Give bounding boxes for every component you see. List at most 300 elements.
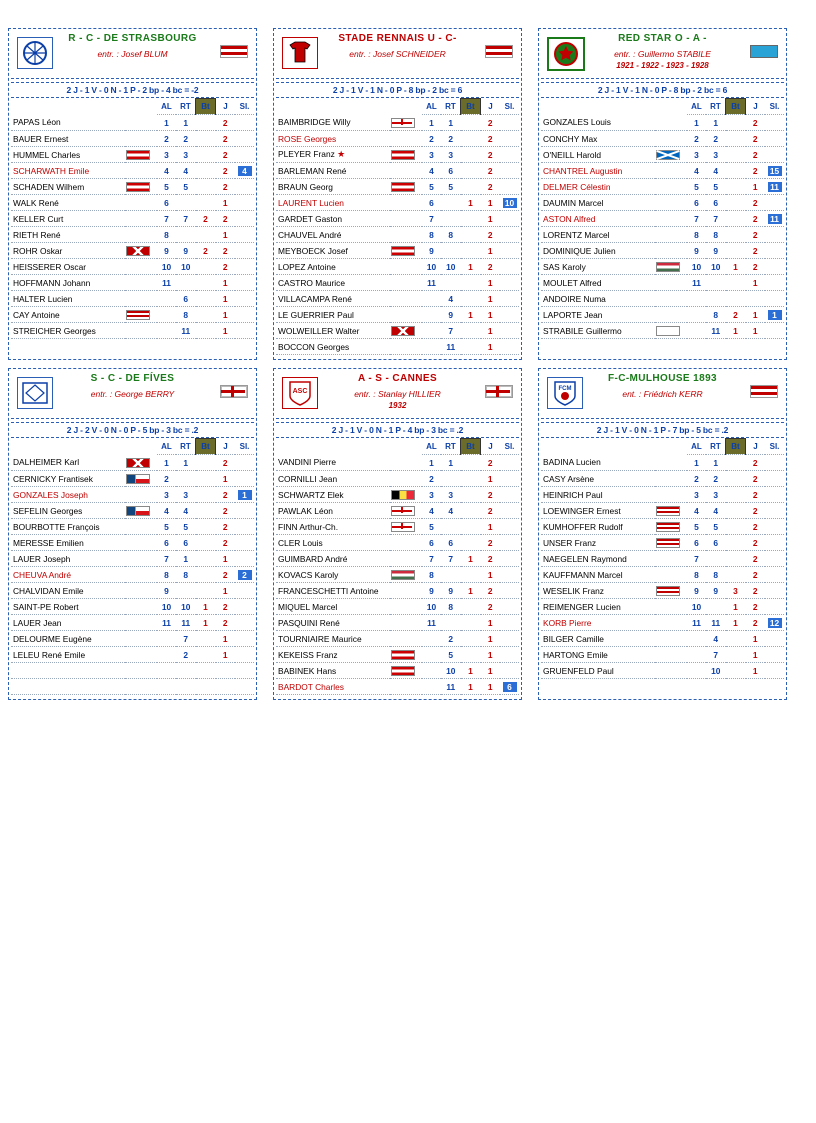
player-name: ANDOIRE Numa <box>541 291 655 307</box>
table-row <box>541 227 784 243</box>
cell-sl <box>500 307 519 323</box>
cell-bt <box>461 179 481 195</box>
player-flag <box>655 599 687 615</box>
cell-rt: 6 <box>706 535 726 551</box>
season-record: 2 J - 2 V - 0 N - 0 P - 5 bp - 3 bc = .2 <box>11 422 254 438</box>
player-flag <box>655 259 687 275</box>
cell-rt <box>441 211 461 227</box>
table-row <box>541 471 784 487</box>
table-row <box>11 275 254 291</box>
player-name: GONZALES Joseph <box>11 487 125 503</box>
cell-sl <box>765 243 784 259</box>
cell-rt: 6 <box>441 535 461 551</box>
cell-bt <box>726 551 746 567</box>
col-rt: RT <box>441 439 461 455</box>
cell-sl <box>235 583 254 599</box>
cell-j: 1 <box>746 307 766 323</box>
cell-bt: 1 <box>461 663 481 679</box>
cell-j: 2 <box>216 503 236 519</box>
cell-j: 1 <box>481 339 501 355</box>
selection-count: 1 <box>768 310 782 320</box>
cell-j: 1 <box>216 227 236 243</box>
player-name: SCHADEN Wilhem <box>11 179 125 195</box>
player-name: PAWLAK Léon <box>276 503 390 519</box>
cell-rt: 11 <box>706 615 726 631</box>
player-name: MERESSE Emilien <box>11 535 125 551</box>
cell-al: 7 <box>422 551 441 567</box>
cell-j: 2 <box>481 535 501 551</box>
cell-rt <box>176 275 196 291</box>
cell-rt: 3 <box>176 487 196 503</box>
player-flag <box>390 291 422 307</box>
cell-al <box>422 339 441 355</box>
cell-j: 2 <box>746 211 766 227</box>
table-row <box>276 551 519 567</box>
club-crest-icon <box>547 37 585 71</box>
table-row <box>276 535 519 551</box>
player-flag <box>390 227 422 243</box>
cell-bt <box>461 339 481 355</box>
player-flag <box>390 323 422 339</box>
player-flag <box>125 631 157 647</box>
player-flag <box>125 663 157 679</box>
player-flag <box>125 211 157 227</box>
cell-sl <box>500 179 519 195</box>
cell-j: 2 <box>216 615 236 631</box>
player-name: PLEYER Franz ★ <box>276 147 390 163</box>
cell-rt: 9 <box>441 307 461 323</box>
player-flag <box>390 487 422 503</box>
cell-bt <box>461 131 481 147</box>
player-flag <box>390 147 422 163</box>
cell-bt: 1 <box>726 323 746 339</box>
coach-nationality-flag <box>750 385 778 398</box>
cell-bt <box>196 503 216 519</box>
cell-al: 7 <box>157 211 176 227</box>
season-record: 2 J - 1 V - 0 N - 1 P - 2 bp - 4 bc = -2 <box>11 82 254 98</box>
club-card <box>8 28 257 360</box>
cell-sl <box>500 583 519 599</box>
squad-table-header <box>11 99 254 115</box>
cell-bt <box>461 455 481 471</box>
player-flag <box>390 163 422 179</box>
cell-al: 11 <box>687 275 706 291</box>
cell-al: 11 <box>422 275 441 291</box>
cell-j: 2 <box>481 599 501 615</box>
cell-rt: 4 <box>176 163 196 179</box>
player-flag <box>655 131 687 147</box>
cell-sl <box>765 615 784 631</box>
col-al: AL <box>422 99 441 115</box>
cell-rt: 4 <box>706 503 726 519</box>
cell-rt: 11 <box>176 323 196 339</box>
cell-rt: 7 <box>176 631 196 647</box>
cell-bt <box>196 679 216 695</box>
cell-bt <box>196 259 216 275</box>
cell-al: 11 <box>157 275 176 291</box>
table-row <box>11 243 254 259</box>
cell-al <box>157 291 176 307</box>
cell-rt <box>176 583 196 599</box>
table-row <box>11 503 254 519</box>
cell-al <box>422 323 441 339</box>
cell-rt: 7 <box>706 647 726 663</box>
cell-sl <box>235 147 254 163</box>
player-name: LAURENT Lucien <box>276 195 390 211</box>
player-name: PAPAS Léon <box>11 115 125 131</box>
table-row <box>541 131 784 147</box>
cell-bt <box>196 487 216 503</box>
cell-j: 1 <box>481 615 501 631</box>
table-row <box>11 631 254 647</box>
player-name: LELEU René Emile <box>11 647 125 663</box>
player-name: BARLEMAN René <box>276 163 390 179</box>
cell-sl <box>235 679 254 695</box>
cell-al: 10 <box>687 599 706 615</box>
player-flag <box>655 647 687 663</box>
cell-j: 1 <box>216 323 236 339</box>
table-row <box>541 323 784 339</box>
cell-rt: 1 <box>176 115 196 131</box>
table-row <box>276 471 519 487</box>
col-al: AL <box>157 99 176 115</box>
cell-j: 1 <box>481 567 501 583</box>
cell-al: 11 <box>422 615 441 631</box>
cell-j: 1 <box>746 275 766 291</box>
col-sl: Sl. <box>235 439 254 455</box>
cell-j: 1 <box>216 275 236 291</box>
player-flag <box>125 455 157 471</box>
cell-sl <box>235 631 254 647</box>
player-flag <box>655 115 687 131</box>
cell-sl <box>765 115 784 131</box>
cell-rt: 8 <box>706 567 726 583</box>
cell-rt <box>441 615 461 631</box>
club-years: 1921 - 1922 - 1923 - 1928 <box>616 61 709 70</box>
table-row <box>11 535 254 551</box>
cell-sl <box>765 147 784 163</box>
squad-table <box>541 98 784 339</box>
cell-sl <box>765 567 784 583</box>
table-row <box>11 323 254 339</box>
cell-al: 4 <box>157 503 176 519</box>
col-bt: Bt <box>461 99 481 115</box>
cell-j: 1 <box>481 307 501 323</box>
table-row <box>11 599 254 615</box>
col-player <box>541 99 655 115</box>
cell-sl <box>235 227 254 243</box>
cell-rt <box>706 599 726 615</box>
cell-al: 4 <box>422 163 441 179</box>
player-name: ASTON Alfred <box>541 211 655 227</box>
col-player <box>276 99 390 115</box>
cell-rt: 10 <box>706 259 726 275</box>
cell-j <box>746 291 766 307</box>
player-name: ROHR Oskar <box>11 243 125 259</box>
cell-j: 1 <box>481 519 501 535</box>
player-name: LAPORTE Jean <box>541 307 655 323</box>
cell-rt <box>441 243 461 259</box>
cell-j: 1 <box>746 631 766 647</box>
cell-sl <box>235 179 254 195</box>
cell-sl <box>235 519 254 535</box>
cell-bt <box>196 323 216 339</box>
cell-j: 2 <box>481 455 501 471</box>
col-bt: Bt <box>461 439 481 455</box>
player-flag <box>655 147 687 163</box>
squad-table-header <box>276 439 519 455</box>
cell-rt: 5 <box>176 519 196 535</box>
cell-j: 1 <box>481 323 501 339</box>
player-flag <box>390 259 422 275</box>
player-name: WALK René <box>11 195 125 211</box>
player-flag <box>125 323 157 339</box>
cell-rt <box>176 471 196 487</box>
cell-al: 8 <box>422 567 441 583</box>
cell-sl <box>500 663 519 679</box>
cell-j: 1 <box>216 647 236 663</box>
player-flag <box>655 663 687 679</box>
col-flag <box>125 99 157 115</box>
cell-j: 1 <box>481 195 501 211</box>
table-row <box>276 599 519 615</box>
player-name: DOMINIQUE Julien <box>541 243 655 259</box>
cell-rt: 8 <box>176 307 196 323</box>
cell-al: 9 <box>422 583 441 599</box>
cell-al: 1 <box>687 115 706 131</box>
cell-sl <box>500 227 519 243</box>
cell-bt <box>461 519 481 535</box>
squad-table <box>541 438 784 679</box>
cell-rt: 11 <box>706 323 726 339</box>
cell-bt: 1 <box>196 599 216 615</box>
table-row <box>276 243 519 259</box>
table-row <box>11 679 254 695</box>
coach-nationality-flag <box>485 45 513 58</box>
player-flag <box>655 195 687 211</box>
player-flag <box>390 567 422 583</box>
cell-bt: 1 <box>461 259 481 275</box>
player-flag <box>125 551 157 567</box>
cell-rt: 10 <box>441 663 461 679</box>
cell-bt: 1 <box>461 195 481 211</box>
cell-al: 3 <box>422 487 441 503</box>
cell-al: 4 <box>422 503 441 519</box>
table-row <box>276 291 519 307</box>
cell-j: 2 <box>481 179 501 195</box>
table-row <box>276 519 519 535</box>
table-row <box>541 519 784 535</box>
player-name: HEINRICH Paul <box>541 487 655 503</box>
cell-bt <box>461 599 481 615</box>
cell-al: 5 <box>687 519 706 535</box>
cell-al: 3 <box>687 487 706 503</box>
col-flag <box>655 99 687 115</box>
table-row <box>11 291 254 307</box>
player-name: CAY Antoine <box>11 307 125 323</box>
player-flag <box>125 115 157 131</box>
cell-al: 6 <box>157 195 176 211</box>
col-player <box>276 439 390 455</box>
player-name: HARTONG Emile <box>541 647 655 663</box>
player-flag <box>655 567 687 583</box>
cell-al <box>157 631 176 647</box>
club-header <box>11 31 254 79</box>
cell-sl <box>500 471 519 487</box>
cell-rt: 5 <box>441 647 461 663</box>
cell-sl <box>500 291 519 307</box>
player-flag <box>655 583 687 599</box>
cell-sl <box>500 487 519 503</box>
squad-table <box>11 98 254 339</box>
cell-j: 2 <box>216 243 236 259</box>
club-header <box>541 371 784 419</box>
cell-j: 2 <box>746 227 766 243</box>
cell-al <box>422 679 441 695</box>
table-row <box>541 147 784 163</box>
player-flag <box>125 487 157 503</box>
cell-rt: 11 <box>441 339 461 355</box>
player-name: MEYBOECK Josef <box>276 243 390 259</box>
cell-bt <box>196 307 216 323</box>
star-icon: ★ <box>337 149 346 159</box>
table-row <box>276 339 519 355</box>
player-flag <box>655 243 687 259</box>
cell-sl <box>765 323 784 339</box>
cell-bt <box>461 227 481 243</box>
cell-al: 8 <box>422 227 441 243</box>
player-name: CHAUVEL André <box>276 227 390 243</box>
cell-rt: 9 <box>706 583 726 599</box>
col-al: AL <box>687 439 706 455</box>
player-flag <box>125 679 157 695</box>
cell-bt <box>196 471 216 487</box>
cell-rt: 1 <box>706 115 726 131</box>
cell-bt <box>726 227 746 243</box>
cell-al: 4 <box>687 503 706 519</box>
cell-bt <box>461 291 481 307</box>
cell-al: 6 <box>687 535 706 551</box>
player-name: LORENTZ Marcel <box>541 227 655 243</box>
player-name: KAUFFMANN Marcel <box>541 567 655 583</box>
cell-al: 1 <box>687 455 706 471</box>
selection-count: 6 <box>503 682 517 692</box>
cell-rt: 4 <box>176 503 196 519</box>
squad-table-header <box>276 99 519 115</box>
player-flag <box>390 535 422 551</box>
col-al: AL <box>687 99 706 115</box>
cell-sl <box>765 535 784 551</box>
cell-rt: 4 <box>441 503 461 519</box>
cell-al: 2 <box>422 131 441 147</box>
selection-count: 10 <box>503 198 517 208</box>
table-row <box>11 663 254 679</box>
cell-bt: 2 <box>196 243 216 259</box>
table-row <box>276 195 519 211</box>
player-flag <box>125 179 157 195</box>
player-name <box>11 679 125 695</box>
cell-sl <box>765 551 784 567</box>
player-flag <box>125 583 157 599</box>
player-name: FINN Arthur-Ch. <box>276 519 390 535</box>
cell-j <box>216 663 236 679</box>
table-row <box>541 115 784 131</box>
cell-sl <box>235 275 254 291</box>
table-row <box>541 307 784 323</box>
player-flag <box>655 631 687 647</box>
cell-bt <box>726 503 746 519</box>
selection-count: 11 <box>768 182 782 192</box>
cell-sl <box>235 163 254 179</box>
table-row <box>11 179 254 195</box>
table-row <box>541 163 784 179</box>
cell-al: 5 <box>422 519 441 535</box>
cell-al <box>687 291 706 307</box>
player-name: HOFFMANN Johann <box>11 275 125 291</box>
cell-sl <box>500 631 519 647</box>
player-name: LAUER Jean <box>11 615 125 631</box>
coach-label: entr. : Stanlay HILLIER <box>354 389 441 399</box>
svg-text:FCM: FCM <box>558 386 572 392</box>
cell-rt: 4 <box>706 163 726 179</box>
cell-al: 8 <box>157 227 176 243</box>
player-flag <box>390 471 422 487</box>
table-row <box>541 179 784 195</box>
club-crest-icon <box>17 377 53 409</box>
cell-j: 2 <box>216 487 236 503</box>
cell-bt <box>461 487 481 503</box>
cell-al <box>422 291 441 307</box>
club-card <box>273 368 522 700</box>
cell-bt <box>196 535 216 551</box>
player-name: FRANCESCHETTI Antoine <box>276 583 390 599</box>
player-name: CASTRO Maurice <box>276 275 390 291</box>
cell-sl <box>500 455 519 471</box>
selection-count: 2 <box>238 570 252 580</box>
squad-table-header <box>541 99 784 115</box>
cell-j: 2 <box>746 567 766 583</box>
cell-al: 9 <box>157 243 176 259</box>
col-rt: RT <box>706 99 726 115</box>
cell-bt <box>726 663 746 679</box>
cell-bt: 1 <box>461 551 481 567</box>
cell-rt <box>706 291 726 307</box>
player-name: CLER Louis <box>276 535 390 551</box>
cell-al <box>687 647 706 663</box>
cell-bt <box>196 631 216 647</box>
cell-sl <box>765 647 784 663</box>
cell-bt <box>726 455 746 471</box>
cell-bt: 1 <box>726 599 746 615</box>
cell-j: 1 <box>481 679 501 695</box>
col-sl: Sl. <box>235 99 254 115</box>
cell-j: 2 <box>746 599 766 615</box>
cell-al <box>422 663 441 679</box>
squad-table-header <box>11 439 254 455</box>
table-row <box>276 647 519 663</box>
player-name: UNSER Franz <box>541 535 655 551</box>
cell-bt <box>461 323 481 339</box>
club-name: F-C-MULHOUSE 1893 <box>607 373 718 384</box>
club-name: A - S - CANNES <box>357 373 438 384</box>
club-crest-icon <box>17 37 53 69</box>
player-name: KEKEISS Franz <box>276 647 390 663</box>
table-row <box>541 663 784 679</box>
cell-al: 10 <box>687 259 706 275</box>
cell-sl <box>500 275 519 291</box>
player-flag <box>125 647 157 663</box>
player-flag <box>125 535 157 551</box>
